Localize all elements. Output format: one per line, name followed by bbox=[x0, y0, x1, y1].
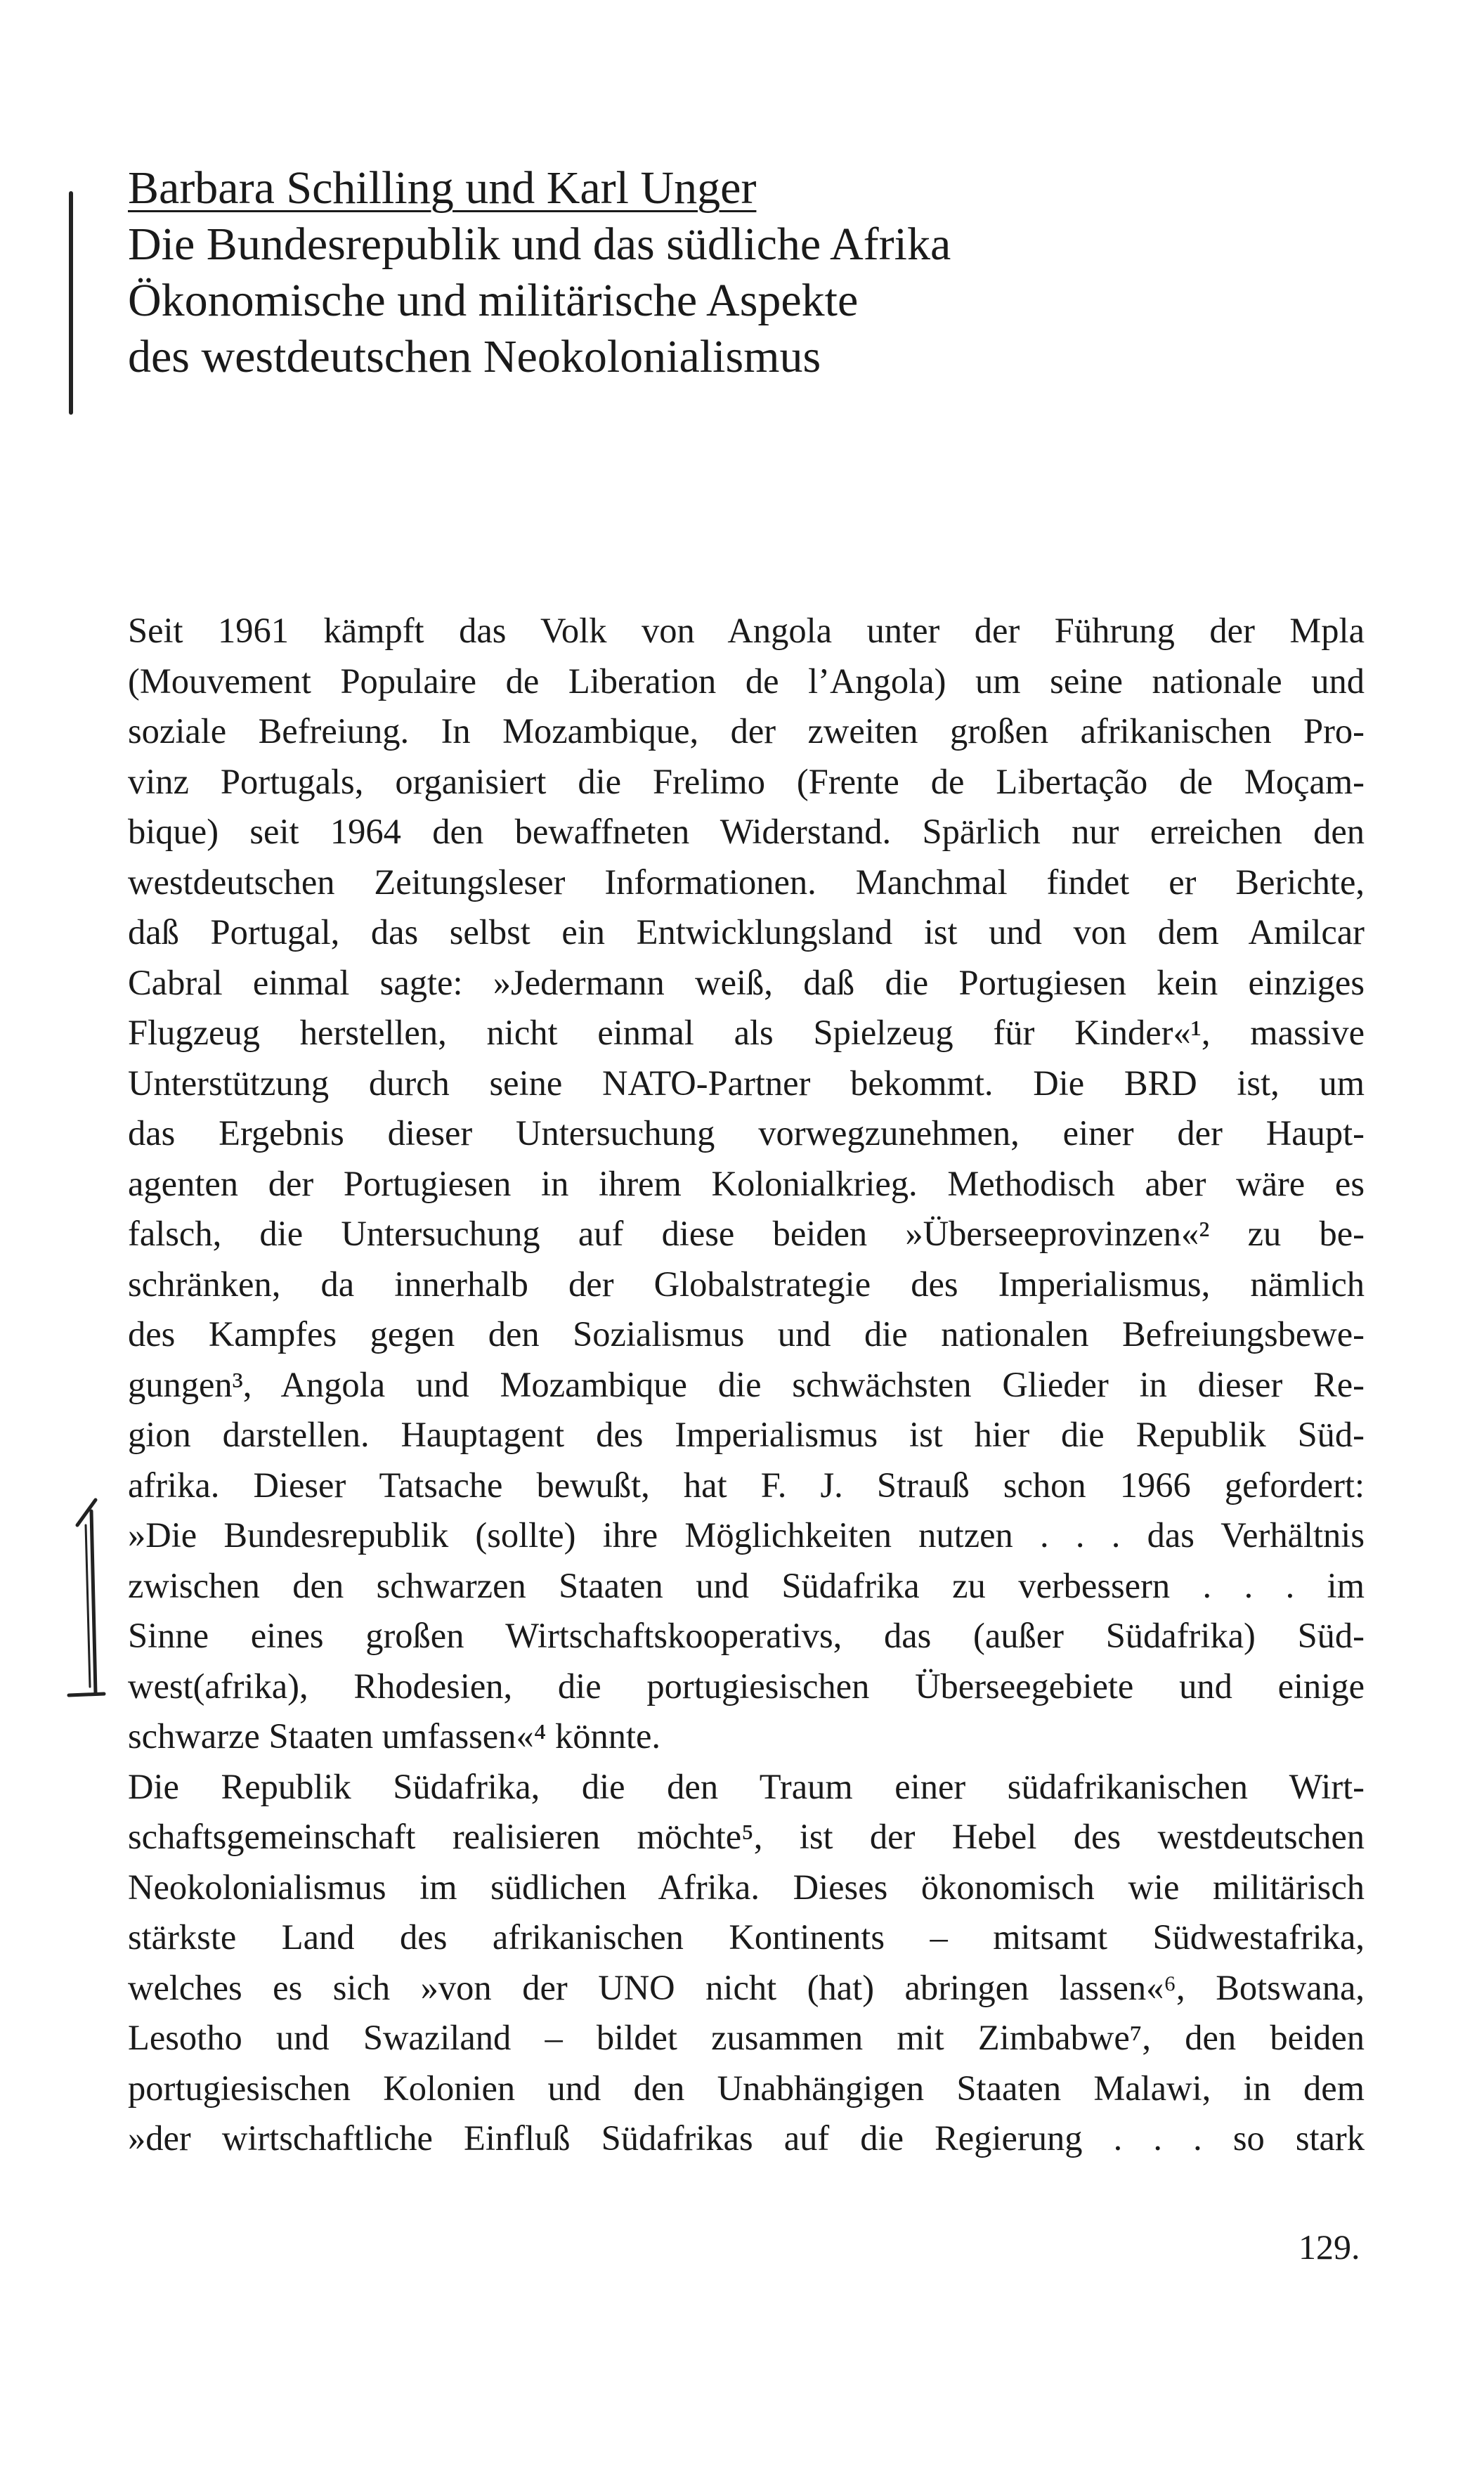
body-line: (Mouvement Populaire de Liberation de l’Angola) um seine nationale und bbox=[128, 661, 1365, 701]
body-line: Flugzeug herstellen, nicht einmal als Spielzeug für Kinder«¹, massive bbox=[128, 1013, 1365, 1052]
body-line: agenten der Portugiesen in ihrem Kolonialkrieg. Methodisch aber wäre es bbox=[128, 1163, 1365, 1203]
body-line: welches es sich »von der UNO nicht (hat) abringen lassen«⁶, Botswana, bbox=[128, 1967, 1365, 2007]
body-line: gungen³, Angola und Mozambique die schwächsten Glieder in dieser Re- bbox=[128, 1364, 1365, 1404]
body-line: Die Republik Südafrika, die den Traum einer südafrikanischen Wirt- bbox=[128, 1766, 1365, 1806]
body-line: »Die Bundesrepublik (sollte) ihre Möglichkeiten nutzen . . . das Verhältnis bbox=[128, 1515, 1365, 1555]
body-line: west(afrika), Rhodesien, die portugiesischen Überseegebiete und einige bbox=[128, 1666, 1365, 1706]
body-line: »der wirtschaftliche Einfluß Südafrikas auf die Regierung . . . so stark bbox=[128, 2118, 1365, 2158]
body-line: das Ergebnis dieser Untersuchung vorwegzunehmen, einer der Haupt- bbox=[128, 1113, 1365, 1153]
body-line: Neokolonialismus im südlichen Afrika. Dieses ökonomisch wie militärisch bbox=[128, 1867, 1365, 1907]
body-line: Sinne eines großen Wirtschaftskooperativs, das (außer Südafrika) Süd- bbox=[128, 1616, 1365, 1655]
body-line: schwarze Staaten umfassen«⁴ könnte. bbox=[128, 1716, 661, 1756]
body-line: westdeutschen Zeitungsleser Informationen. Manchmal findet er Berichte, bbox=[128, 862, 1365, 902]
article-title-line: des westdeutschen Neokolonialismus bbox=[128, 331, 821, 382]
body-line: zwischen den schwarzen Staaten und Südafrika zu verbessern . . . im bbox=[128, 1565, 1365, 1605]
article-body bbox=[128, 606, 1365, 2164]
body-line: schaftsgemeinschaft realisieren möchte⁵, ist der Hebel des westdeutschen bbox=[128, 1817, 1365, 1856]
article-header bbox=[128, 160, 1393, 385]
body-line: vinz Portugals, organisiert die Frelimo (Frente de Libertação de Moçam- bbox=[128, 761, 1365, 801]
body-line: bique) seit 1964 den bewaffneten Widerstand. Spärlich nur erreichen den bbox=[128, 812, 1365, 851]
page-number: 129. bbox=[1298, 2227, 1360, 2267]
body-line: portugiesischen Kolonien und den Unabhängigen Staaten Malawi, in dem bbox=[128, 2068, 1365, 2108]
body-line: stärkste Land des afrikanischen Kontinents – mitsamt Südwestafrika, bbox=[128, 1917, 1365, 1957]
body-line: gion darstellen. Hauptagent des Imperialismus ist hier die Republik Süd- bbox=[128, 1415, 1365, 1454]
body-line: schränken, da innerhalb der Globalstrategie des Imperialismus, nämlich bbox=[128, 1264, 1365, 1304]
article-authors: Barbara Schilling und Karl Unger bbox=[128, 162, 757, 214]
body-line: soziale Befreiung. In Mozambique, der zweiten großen afrikanischen Pro- bbox=[128, 711, 1365, 751]
body-line: afrika. Dieser Tatsache bewußt, hat F. J. Strauß schon 1966 gefordert: bbox=[128, 1465, 1365, 1505]
body-line: Unterstützung durch seine NATO-Partner bekommt. Die BRD ist, um bbox=[128, 1063, 1365, 1103]
article-title-line: Die Bundesrepublik und das südliche Afrika bbox=[128, 219, 951, 270]
body-line: des Kampfes gegen den Sozialismus und die nationalen Befreiungsbewe- bbox=[128, 1314, 1365, 1354]
body-line: falsch, die Untersuchung auf diese beiden »Überseeprovinzen«² zu be- bbox=[128, 1214, 1365, 1253]
body-line: Lesotho und Swaziland – bildet zusammen mit Zimbabwe⁷, den beiden bbox=[128, 2018, 1365, 2057]
article-title-line: Ökonomische und militärische Aspekte bbox=[128, 275, 859, 326]
margin-pencil-bar bbox=[69, 191, 73, 415]
body-line: daß Portugal, das selbst ein Entwicklungsland ist und von dem Amilcar bbox=[128, 912, 1365, 952]
margin-pencil-bracket bbox=[65, 1497, 107, 1701]
body-line: Seit 1961 kämpft das Volk von Angola unter der Führung der Mpla bbox=[128, 611, 1365, 650]
body-line: Cabral einmal sagte: »Jedermann weiß, daß die Portugiesen kein einziges bbox=[128, 962, 1365, 1002]
